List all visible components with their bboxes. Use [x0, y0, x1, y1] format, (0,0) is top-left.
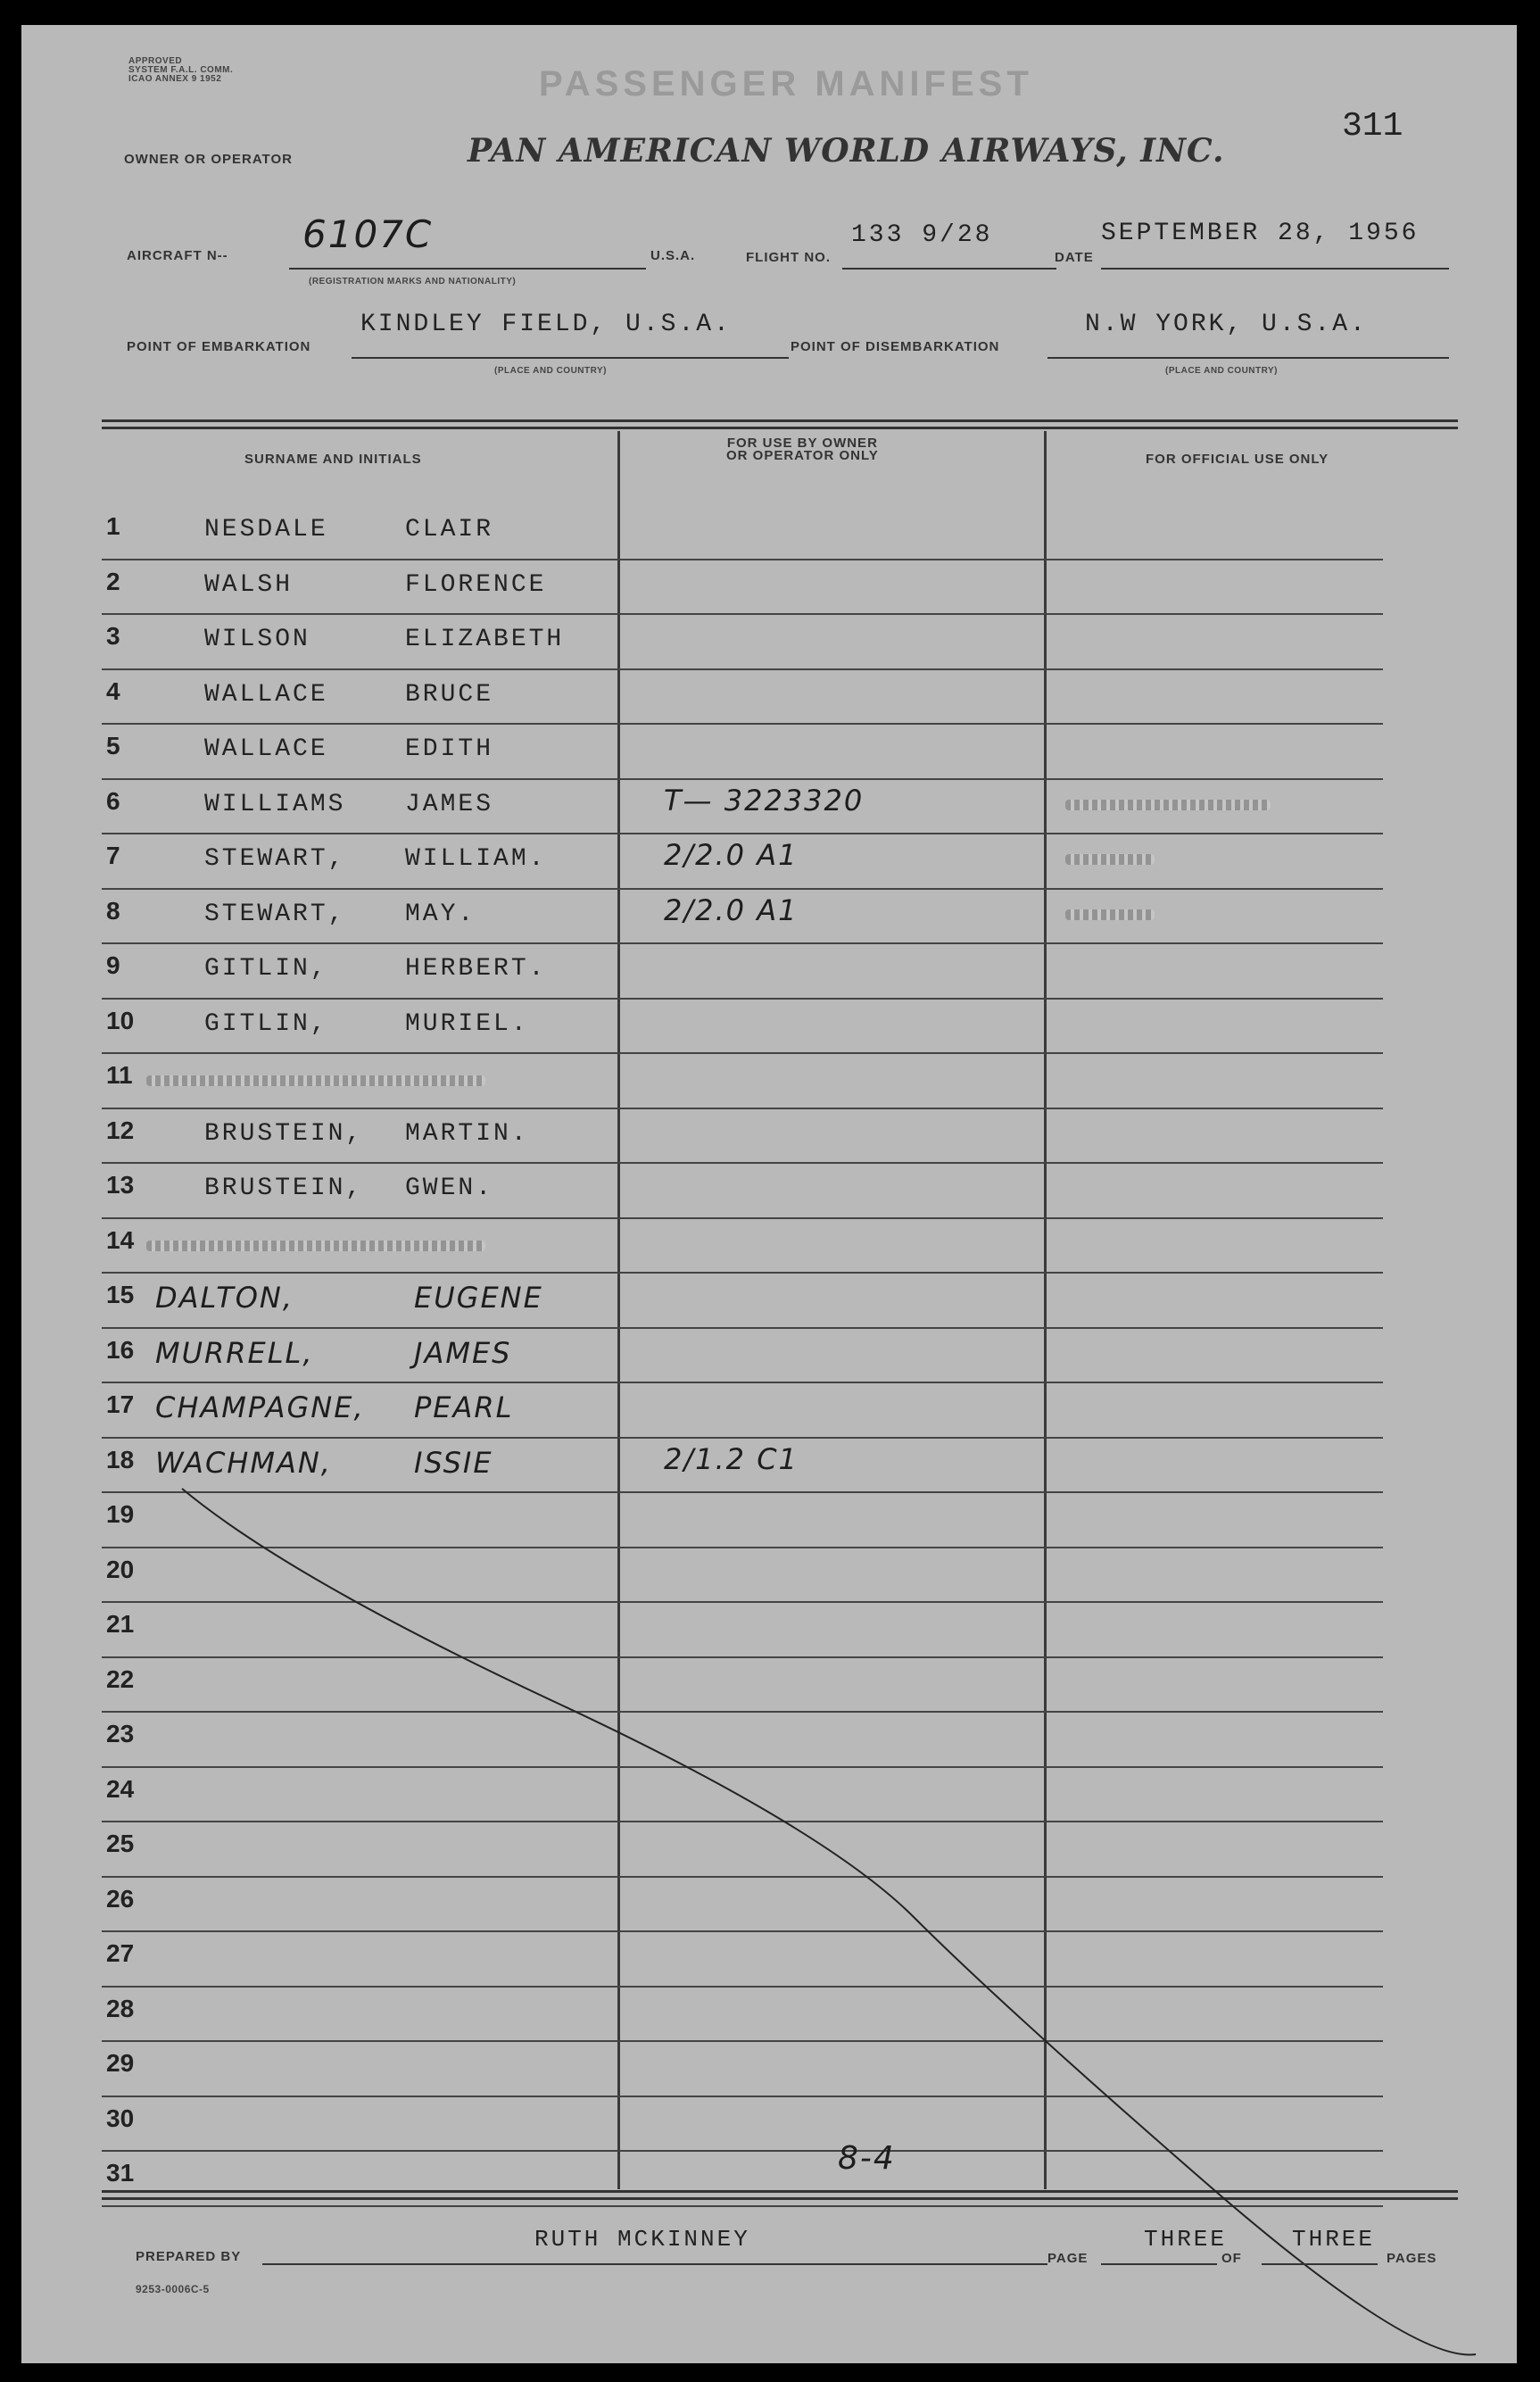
flight-label: FLIGHT NO. — [746, 250, 831, 265]
passenger-given-name: MAY. — [405, 900, 476, 928]
row-number: 21 — [106, 1610, 135, 1638]
row-number: 25 — [106, 1830, 135, 1857]
aircraft-value: 6107C — [302, 212, 434, 256]
owner-label: OWNER OR OPERATOR — [124, 152, 293, 167]
passenger-surname: GITLIN, — [204, 1009, 328, 1038]
row-number: 3 — [106, 622, 120, 650]
row-number: 7 — [106, 842, 120, 869]
col-owner-header: FOR USE BY OWNER OR OPERATOR ONLY — [726, 436, 879, 463]
row-number: 26 — [106, 1884, 135, 1913]
passenger-surname: STEWART, — [204, 900, 346, 928]
passenger-surname: BRUSTEIN, — [204, 1119, 364, 1148]
form-title: PASSENGER MANIFEST — [539, 64, 1033, 104]
row-number: 16 — [106, 1335, 135, 1364]
pages-total: THREE — [1292, 2226, 1376, 2253]
prepared-by: RUTH MCKINNEY — [534, 2226, 750, 2253]
passenger-surname: WILLIAMS — [204, 790, 346, 818]
passenger-surname: BRUSTEIN, — [204, 1174, 364, 1202]
row-number: 9 — [106, 951, 120, 979]
row-number: 10 — [106, 1006, 135, 1034]
passenger-given-name: MURIEL. — [405, 1009, 529, 1038]
row-number: 11 — [106, 1061, 133, 1089]
row-number: 22 — [106, 1664, 135, 1693]
aircraft-label: AIRCRAFT N-- — [127, 248, 228, 263]
row-number: 8 — [106, 896, 120, 925]
row-number: 30 — [106, 2104, 135, 2132]
row-number: 29 — [106, 2049, 135, 2077]
passenger-given-name: EDITH — [405, 735, 494, 763]
row-number: 14 — [106, 1225, 135, 1254]
col-surname-header: SURNAME AND INITIALS — [244, 452, 422, 467]
owner-use-entry: T— 3223320 — [664, 783, 865, 818]
row-number: 27 — [106, 1939, 135, 1967]
approval-stamp: APPROVED SYSTEM F.A.L. COMM. ICAO ANNEX 9 1952 — [128, 56, 234, 84]
passenger-given-name: GWEN. — [405, 1174, 494, 1202]
flight-number: 133 9/28 — [851, 221, 993, 249]
disembark-note: (PLACE AND COUNTRY) — [1165, 366, 1278, 376]
passenger-given-name: CLAIR — [405, 516, 494, 544]
row-number: 24 — [106, 1774, 135, 1803]
usa-label: U.S.A. — [650, 248, 696, 263]
passenger-given-name: JAMES — [405, 790, 494, 818]
page-label: PAGE — [1047, 2251, 1089, 2266]
row-number: 12 — [106, 1116, 135, 1144]
page-value: THREE — [1144, 2226, 1228, 2253]
passenger-given-name: HERBERT. — [405, 955, 547, 983]
owner-use-entry: 2/1.2 C1 — [664, 1441, 799, 1476]
row-number: 13 — [106, 1171, 135, 1199]
passenger-given-name: BRUCE — [405, 680, 494, 709]
row-number: 15 — [106, 1281, 135, 1308]
row-number: 31 — [106, 2159, 135, 2187]
form-number: 9253-0006C-5 — [136, 2283, 210, 2295]
row-number: 2 — [106, 567, 120, 595]
embark-value: KINDLEY FIELD, U.S.A. — [360, 311, 732, 338]
passenger-surname: WILSON — [204, 626, 310, 653]
passenger-surname: DALTON, — [155, 1281, 294, 1315]
row-number: 20 — [106, 1555, 135, 1583]
row-number: 5 — [106, 732, 120, 759]
embark-note: (PLACE AND COUNTRY) — [494, 366, 607, 376]
row-number: 4 — [106, 676, 120, 705]
passenger-surname: NESDALE — [204, 516, 328, 544]
passenger-surname: CHAMPAGNE, — [155, 1390, 365, 1424]
disembark-value: N.W YORK, U.S.A. — [1085, 311, 1368, 338]
disembark-label: POINT OF DISEMBARKATION — [791, 339, 1000, 354]
date-label: DATE — [1055, 250, 1094, 265]
total-note: 8-4 — [838, 2140, 896, 2177]
passenger-surname: WACHMAN, — [155, 1445, 332, 1480]
passenger-surname: MURRELL, — [155, 1335, 314, 1370]
passenger-surname: WALSH — [204, 570, 294, 599]
row-number: 18 — [106, 1445, 135, 1473]
manifest-page — [21, 25, 1517, 2363]
row-number: 1 — [106, 512, 120, 540]
row-number: 19 — [106, 1500, 135, 1528]
row-number: 17 — [106, 1390, 135, 1418]
passenger-surname: GITLIN, — [204, 955, 328, 983]
passenger-surname: WALLACE — [204, 680, 328, 709]
passenger-given-name: EUGENE — [414, 1281, 543, 1315]
owner-use-entry: 2/2.0 A1 — [664, 892, 799, 927]
passenger-given-name: ISSIE — [414, 1445, 493, 1480]
page-number: 311 — [1342, 107, 1403, 145]
embark-label: POINT OF EMBARKATION — [127, 339, 311, 354]
pages-label: PAGES — [1387, 2251, 1437, 2266]
passenger-surname: STEWART, — [204, 845, 346, 873]
passenger-surname: WALLACE — [204, 735, 328, 763]
col-official-header: FOR OFFICIAL USE ONLY — [1146, 452, 1329, 467]
prepared-label: PREPARED BY — [136, 2249, 242, 2264]
passenger-given-name: MARTIN. — [405, 1119, 529, 1148]
owner-use-entry: 2/2.0 A1 — [664, 838, 799, 872]
passenger-given-name: ELIZABETH — [405, 626, 565, 653]
row-number: 6 — [106, 786, 120, 815]
operator-name: PAN AMERICAN WORLD AIRWAYS, INC. — [468, 132, 1225, 170]
passenger-given-name: FLORENCE — [405, 570, 547, 599]
passenger-given-name: WILLIAM. — [405, 845, 547, 873]
of-label: OF — [1221, 2251, 1242, 2266]
cancel-line — [21, 25, 1517, 2363]
date-value: SEPTEMBER 28, 1956 — [1101, 220, 1420, 247]
passenger-given-name: PEARL — [414, 1390, 514, 1424]
registration-note: (REGISTRATION MARKS AND NATIONALITY) — [309, 277, 517, 286]
passenger-given-name: JAMES — [414, 1335, 512, 1370]
row-number: 23 — [106, 1720, 135, 1747]
row-number: 28 — [106, 1994, 135, 2022]
